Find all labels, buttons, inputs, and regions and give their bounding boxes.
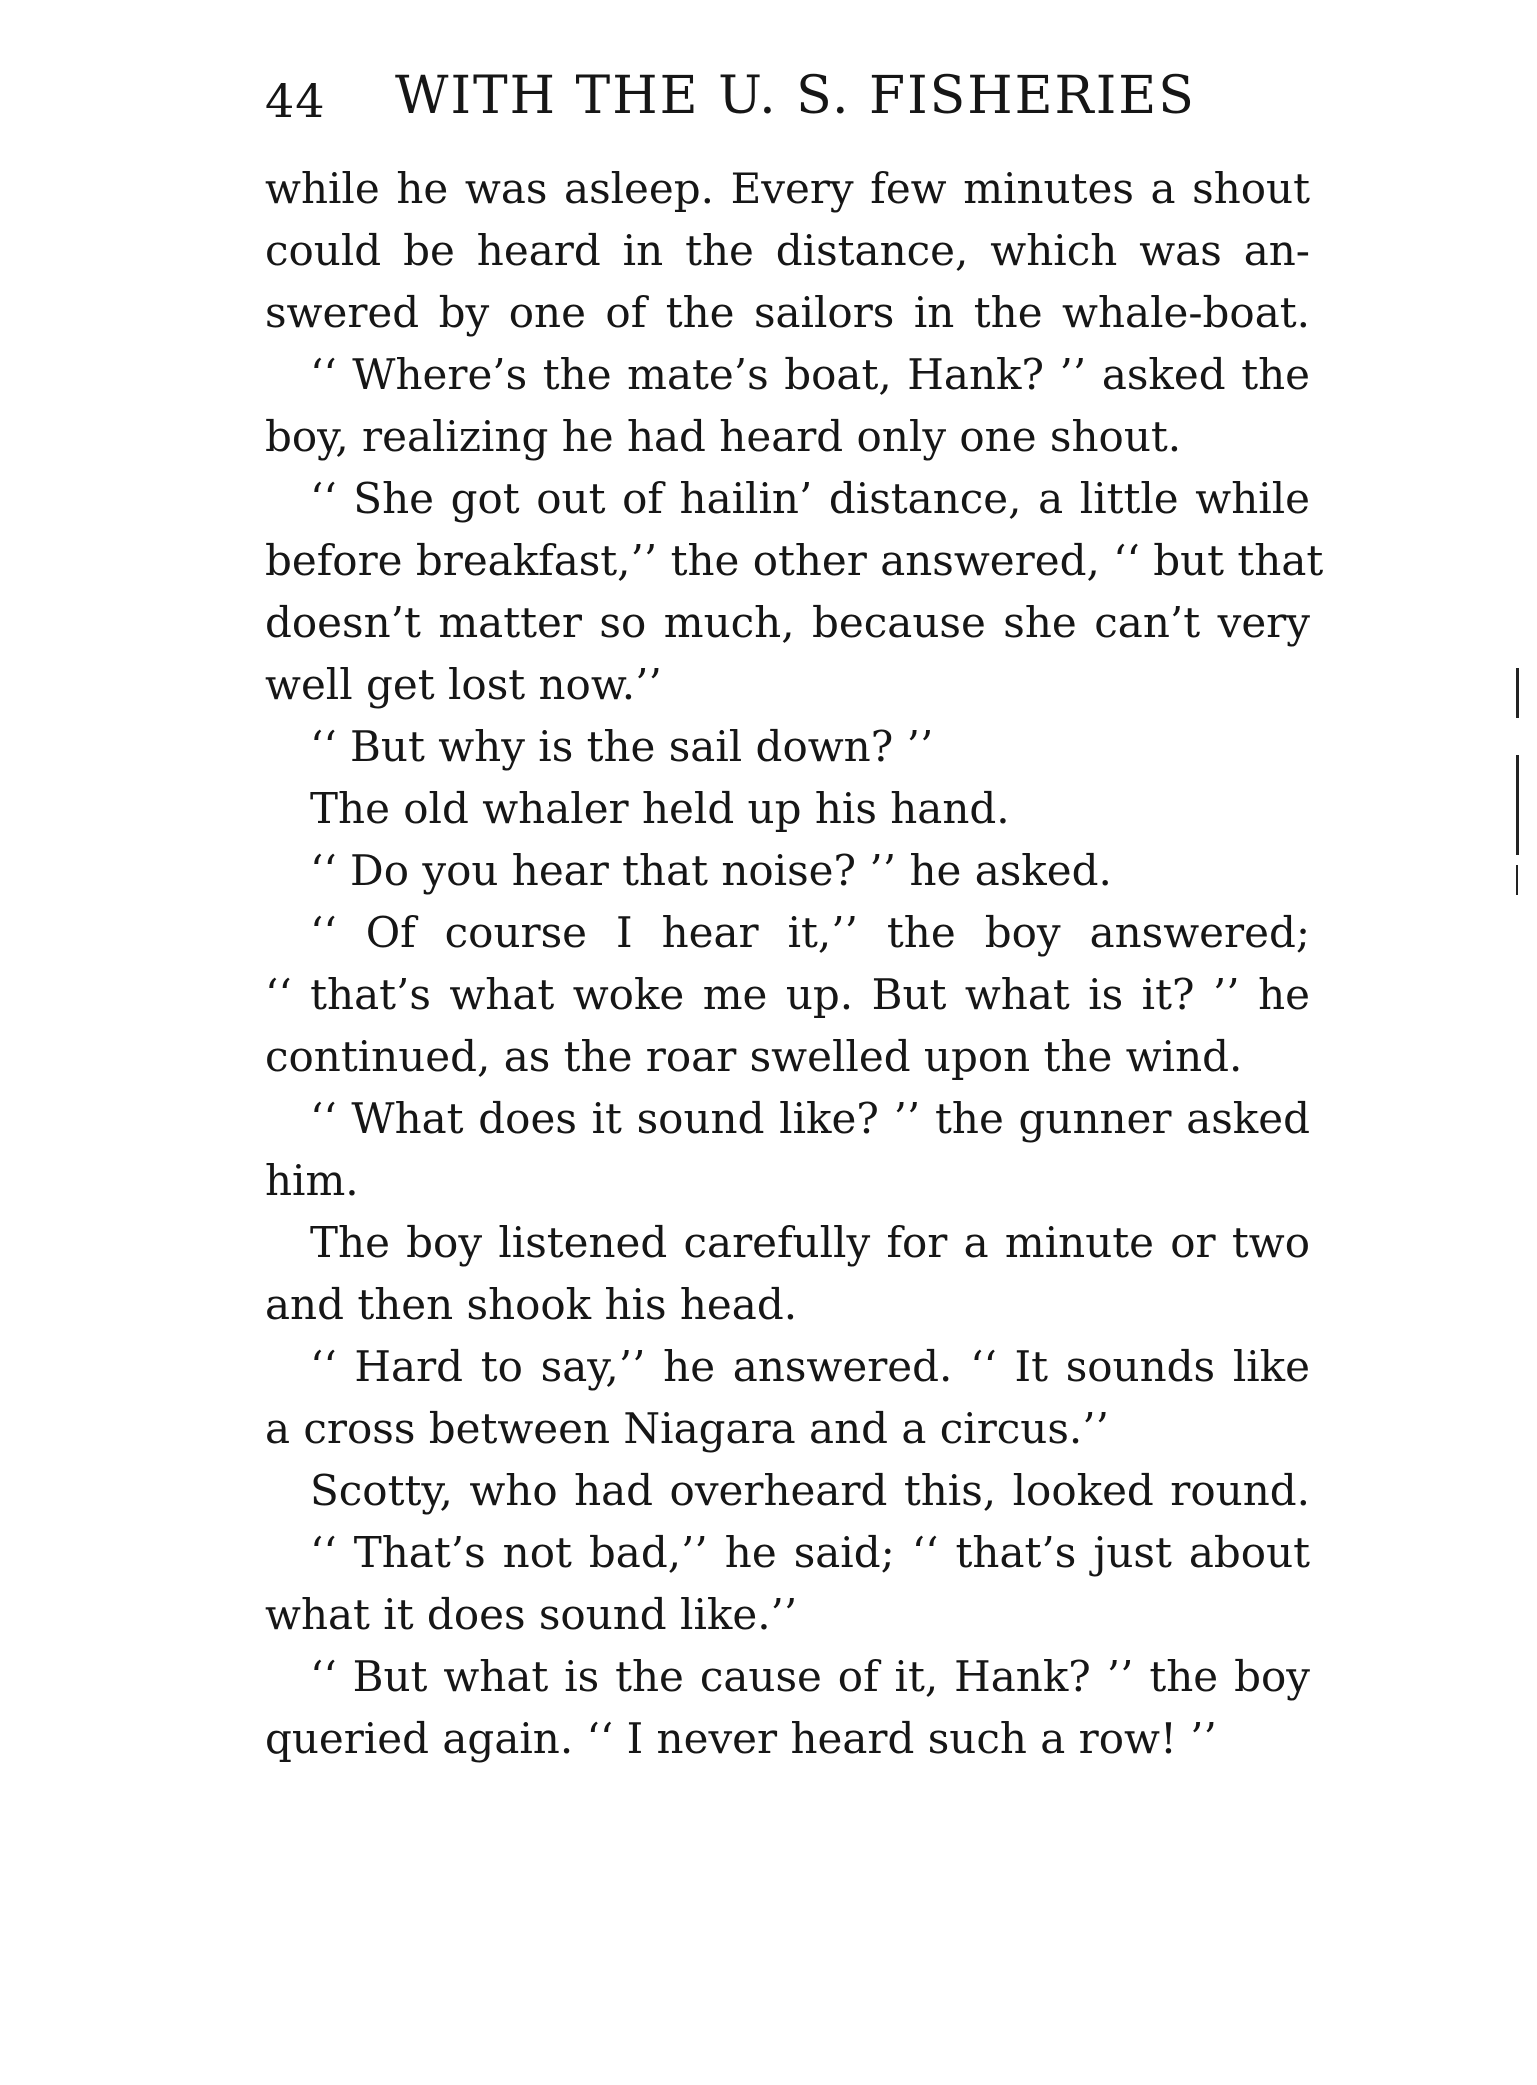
text-line: a cross between Niagara and a circus.’’ <box>265 1404 1109 1453</box>
text-line: swered by one of the sailors in the whale-boat. <box>265 288 1310 337</box>
body-text <box>265 158 1324 1770</box>
text-line: boy, realizing he had heard only one shout. <box>265 412 1182 461</box>
page-header <box>265 66 1315 136</box>
text-line: doesn’t matter so much, because she can’t very <box>265 598 1310 647</box>
text-line: while he was asleep. Every few minutes a shout <box>265 164 1310 213</box>
text-line: ‘‘ She got out of hailin’ distance, a little while <box>310 474 1310 523</box>
text-line: ‘‘ Do you hear that noise? ’’ he asked. <box>310 846 1112 895</box>
text-line: ‘‘ But why is the sail down? ’’ <box>310 722 934 771</box>
text-line: and then shook his head. <box>265 1280 798 1329</box>
text-line: what it does sound like.’’ <box>265 1590 798 1639</box>
text-line: ‘‘ But what is the cause of it, Hank? ’’ the boy <box>310 1652 1310 1701</box>
margin-mark <box>1516 865 1518 895</box>
text-line: queried again. ‘‘ I never heard such a row! ’’ <box>265 1714 1217 1763</box>
text-line: ‘‘ That’s not bad,’’ he said; ‘‘ that’s just about <box>310 1528 1310 1577</box>
text-line: continued, as the roar swelled upon the wind. <box>265 1032 1243 1081</box>
text-line: well get lost now.’’ <box>265 660 662 709</box>
margin-mark <box>1516 668 1519 718</box>
text-line: ‘‘ Hard to say,’’ he answered. ‘‘ It sounds like <box>310 1342 1310 1391</box>
running-title: WITH THE U. S. FISHERIES <box>395 66 1196 126</box>
text-line: before breakfast,’’ the other answered, ‘‘ but that <box>265 536 1324 585</box>
text-line: Scotty, who had overheard this, looked round. <box>310 1466 1310 1515</box>
text-line: ‘‘ What does it sound like? ’’ the gunner asked <box>310 1094 1310 1143</box>
margin-mark <box>1516 755 1519 855</box>
text-line: ‘‘ Where’s the mate’s boat, Hank? ’’ asked the <box>310 350 1310 399</box>
text-line: him. <box>265 1156 359 1205</box>
page-number: 44 <box>265 74 326 128</box>
text-line: The old whaler held up his hand. <box>310 784 1010 833</box>
text-line: ‘‘ Of course I hear it,’’ the boy answered; <box>310 908 1310 957</box>
text-line: could be heard in the distance, which was an- <box>265 226 1310 275</box>
text-line: ‘‘ that’s what woke me up. But what is it? ’’ he <box>265 970 1310 1019</box>
text-line: The boy listened carefully for a minute or two <box>310 1218 1310 1267</box>
